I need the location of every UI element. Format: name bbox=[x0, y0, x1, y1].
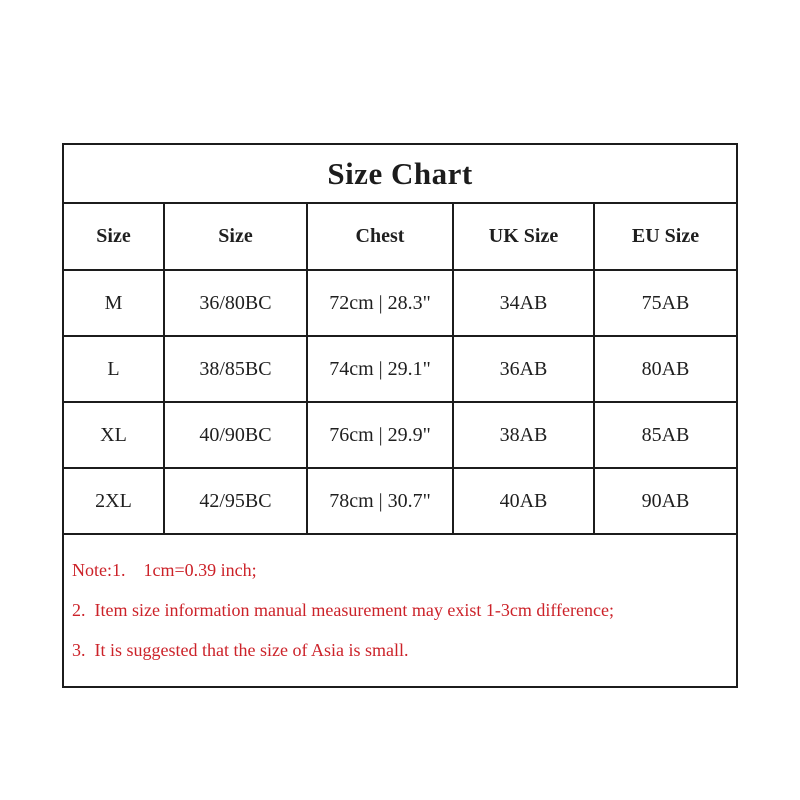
note-line-1: Note:1. 1cm=0.39 inch; bbox=[72, 560, 257, 581]
cell-uk-size: 36AB bbox=[453, 336, 594, 402]
cell-chest: 76cm | 29.9" bbox=[307, 402, 453, 468]
size-table bbox=[64, 204, 736, 533]
header-row bbox=[64, 204, 736, 270]
table-row-xl bbox=[64, 402, 736, 468]
size-chart-table bbox=[62, 143, 738, 688]
cell-size-bc: 42/95BC bbox=[164, 468, 307, 533]
column-header-size-label: Size bbox=[64, 204, 164, 270]
cell-eu-size: 80AB bbox=[594, 336, 736, 402]
cell-chest: 74cm | 29.1" bbox=[307, 336, 453, 402]
page-title: Size Chart bbox=[64, 145, 736, 204]
cell-size-bc: 38/85BC bbox=[164, 336, 307, 402]
note-line-2: 2. Item size information manual measurement may exist 1-3cm difference; bbox=[72, 600, 614, 621]
column-header-size-number: Size bbox=[164, 204, 307, 270]
table-row-l bbox=[64, 336, 736, 402]
cell-uk-size: 38AB bbox=[453, 402, 594, 468]
cell-size-bc: 36/80BC bbox=[164, 270, 307, 336]
table-row-2xl bbox=[64, 468, 736, 533]
cell-eu-size: 85AB bbox=[594, 402, 736, 468]
column-header-uk-size: UK Size bbox=[453, 204, 594, 270]
column-header-eu-size: EU Size bbox=[594, 204, 736, 270]
cell-chest: 72cm | 28.3" bbox=[307, 270, 453, 336]
column-header-chest: Chest bbox=[307, 204, 453, 270]
note-line-3: 3. It is suggested that the size of Asia is small. bbox=[72, 640, 409, 661]
cell-uk-size: 34AB bbox=[453, 270, 594, 336]
cell-size: M bbox=[64, 270, 164, 336]
cell-eu-size: 90AB bbox=[594, 468, 736, 533]
cell-size: L bbox=[64, 336, 164, 402]
cell-eu-size: 75AB bbox=[594, 270, 736, 336]
cell-uk-size: 40AB bbox=[453, 468, 594, 533]
cell-size-bc: 40/90BC bbox=[164, 402, 307, 468]
notes-section bbox=[64, 533, 736, 686]
cell-chest: 78cm | 30.7" bbox=[307, 468, 453, 533]
cell-size: 2XL bbox=[64, 468, 164, 533]
cell-size: XL bbox=[64, 402, 164, 468]
table-row-m bbox=[64, 270, 736, 336]
